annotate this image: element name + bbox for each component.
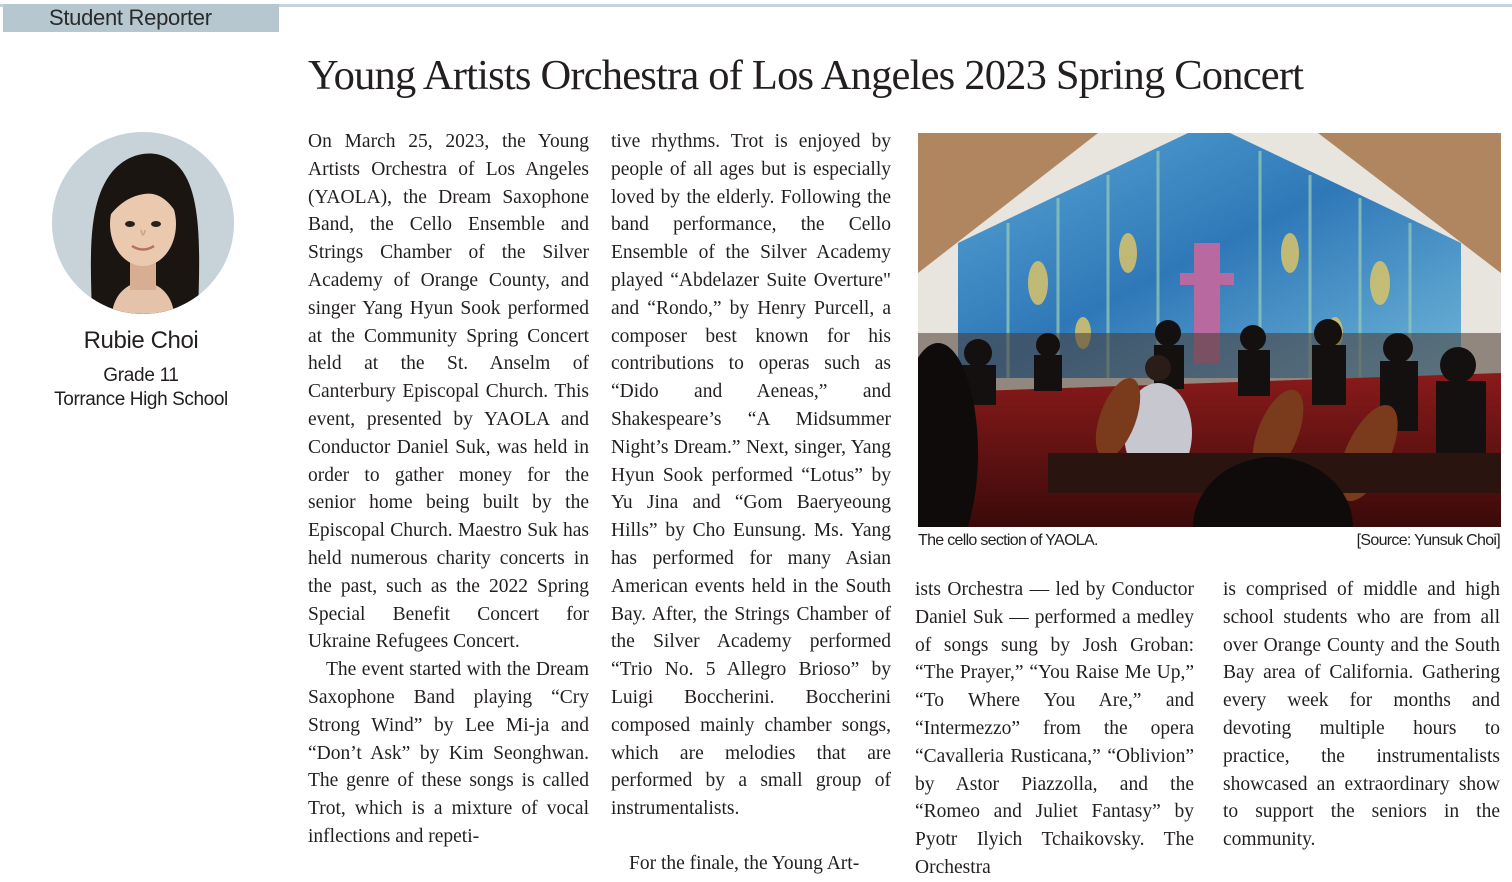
portrait-illustration — [52, 132, 234, 314]
article-column-3 — [915, 576, 1194, 882]
reporter-grade: Grade 11 — [103, 365, 179, 386]
headline: Young Artists Orchestra of Los Angeles 2023 Spring Concert — [308, 52, 1304, 99]
article-paragraph: tive rhythms. Trot is enjoyed by people of all ages but is especially loved by the elderly. Following the band performance, the Cello Ensemble of the Silver Academy played “Abdelazer Suite Overture" and “Rondo,” by Henry Purcell, a composer best known for his contributions to operas such as “Dido and Aeneas,” and Shakespeare’s “A Midsummer Night’s Dream.” Next, singer, Yang Hyun Sook performed “Lotus” by Yu Jina and “Gom Baeryeoung Hills” by Cho Eunsung. Ms. Yang has performed for many Asian American events held in the South Bay. After, the Strings Chamber of the Silver Academy performed “Trio No. 5 Allegro Brioso” by Luigi Boccherini. Boccherini composed mainly chamber songs, which are melodies that are performed by a small group of instrumentalists. — [611, 131, 891, 820]
reporter-portrait — [52, 132, 234, 314]
article-paragraph: The event started with the Dream Saxophone Band playing “Cry Strong Wind” by Lee Mi-ja and “Don’t Ask” by Kim Seonghwan. The genre of these songs is called Trot, which is a mixture of vocal inflections and repeti- — [308, 659, 589, 847]
article-paragraph: On March 25, 2023, the Young Artists Orchestra of Los Angeles (YAOLA), the Dream Saxophone Band, the Cello Ensemble and Strings Chamber of the Silver Academy of Orange County, and singer Yang Hyun Sook performed at the Community Spring Concert held at the St. Anselm of Canterbury Episcopal Church. This event, presented by YAOLA and Conductor Daniel Suk, was held in order to gather money for the senior home being built by the Episcopal Church. Maestro Suk has held numerous charity concerts in the past, such as the 2022 Spring Special Benefit Concert for Ukraine Refugees Concert. — [308, 131, 589, 653]
reporter-school: Torrance High School — [54, 389, 228, 410]
reporter-name: Rubie Choi — [83, 327, 199, 354]
photo-caption: The cello section of YAOLA. — [918, 532, 1098, 549]
article-column-4 — [1223, 576, 1500, 854]
article-column-2 — [611, 128, 891, 878]
concert-photo — [918, 133, 1501, 527]
article-column-1 — [308, 128, 589, 851]
section-tag: Student Reporter — [3, 4, 279, 32]
article-paragraph: is comprised of middle and high school students who are from all over Orange County and the South Bay area of California. Gathering every week for months and devoting multiple hours to practice, the instrumentalists showcased an extraordinary show to support the seniors in the community. — [1223, 579, 1500, 851]
photo-source: [Source: Yunsuk Choi] — [1356, 532, 1500, 549]
concert-photo-illustration — [918, 133, 1501, 527]
article-paragraph: For the finale, the Young Art- — [629, 852, 860, 874]
article-paragraph: ists Orchestra — led by Conductor Daniel Suk — performed a medley of songs sung by Josh Groban: “The Prayer,” “You Raise Me Up,” “To Where You Are,” and “Intermezzo” from the opera “Cavalleria Rusticana,” “Oblivion” by Astor Piazzolla, and the “Romeo and Juliet Fantasy” by Pyotr Ilyich Tchaikovsky. The Orchestra — [915, 579, 1194, 878]
